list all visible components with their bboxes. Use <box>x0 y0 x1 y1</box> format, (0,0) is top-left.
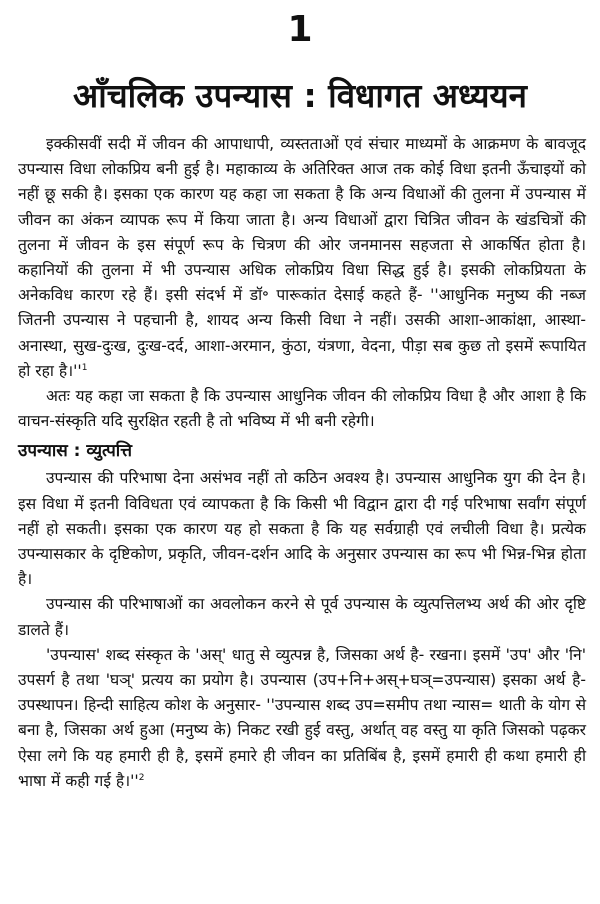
footnote-marker: 2 <box>138 772 145 783</box>
section-paragraph-1: उपन्यास की परिभाषा देना असंभव नहीं तो कठिन अवश्य है। उपन्यास आधुनिक युग की देन है। इस विधा में इतनी विविधता एवं व्यापकता है कि किसी भी विद्वान द्वारा दी गई परिभाषा सर्वांग संपूर्ण नहीं हो सकती। इसका एक कारण यह हो सकता है कि यह सर्वग्राही एवं लचीली विधा है। प्रत्येक उपन्यासकार के दृष्टिकोण, प्रकृति, जीवन-दर्शन आदि के अनुसार उपन्यास का रूप भी भिन्न-भिन्न होता है। <box>18 469 586 589</box>
paragraph-text: 'उपन्यास' शब्द संस्कृत के 'अस्' धातु से व्युत्पन्न है, जिसका अर्थ है- रखना। इसमें 'उप' और 'नि' उपसर्ग है तथा 'घञ्' प्रत्यय का प्रयोग है। उपन्यास (उप+नि+अस्+घञ्=उपन्यास) इसका अर्थ है- उपस्थापन। हिन्दी साहित्य कोश के अनुसार- ''उपन्यास शब्द उप=समीप तथा न्यास= थाती के योग से बना है, जिसका अर्थ हुआ (मनुष्य के) निकट रखी हुई वस्तु, अर्थात् वह वस्तु या कृति जिसको पढ़कर ऐसा लगे कि यह हमारी ही है, इसमें हमारे ही जीवन का प्रतिबिंब है, इसमें हमारी ही कथा हमारी ही भाषा में कही गई है।'' <box>18 645 586 790</box>
paragraph-text: इक्कीसवीं सदी में जीवन की आपाधापी, व्यस्तताओं एवं संचार माध्यमों के आक्रमण के बावजूद उपन्यास विधा लोकप्रिय बनी हुई है। महाकाव्य के अतिरिक्त आज तक कोई विधा इतनी ऊँचाइयों को नहीं छू सकी है। इसका एक कारण यह कहा जा सकता है कि अन्य विधाओं की तुलना में उपन्यास में जीवन का अंकन व्यापक रूप में किया जाता है। अन्य विधाओं द्वारा चित्रित जीवन के खंडचित्रों की तुलना में जीवन के इस संपूर्ण रूप के चित्रण की ओर जनमानस सहजता से आकर्षित होता है। कहानियों की तुलना में भी उपन्यास अधिक लोकप्रिय विधा सिद्ध हुई है। इसकी लोकप्रियता के अनेकविध कारण रहे हैं। इसी संदर्भ में डॉ॰ पारूकांत देसाई कहते हैं- ''आधुनिक मनुष्य की नब्ज जितनी उपन्यास ने पहचानी है, शायद अन्य किसी विधा ने नहीं। उसकी आशा-आकांक्षा, आस्था-अनास्था, सुख-दुःख, दुःख-दर्द, आशा-अरमान, कुंठा, यंत्रणा, वेदना, पीड़ा सब कुछ तो इसमें रूपायित हो रहा है।'' <box>18 135 586 380</box>
footnote-marker: 1 <box>81 362 88 373</box>
chapter-number: 1 <box>287 9 313 50</box>
page-body <box>18 132 586 794</box>
intro-paragraph-2: अतः यह कहा जा सकता है कि उपन्यास आधुनिक जीवन की लोकप्रिय विधा है और आशा है कि वाचन-संस्कृति यदि सुरक्षित रहती है तो भविष्य में भी बनी रहेगी। <box>18 387 586 431</box>
section-paragraph-3 <box>18 643 586 794</box>
section-paragraph-2: उपन्यास की परिभाषाओं का अवलोकन करने से पूर्व उपन्यास के व्युत्पत्तिलभ्य अर्थ की ओर दृष्टि डालते हैं। <box>18 595 586 639</box>
section-heading: उपन्यास : व्युत्पत्ति <box>18 441 132 462</box>
chapter-title: आँचलिक उपन्यास : विधागत अध्ययन <box>73 76 527 115</box>
intro-paragraph-1 <box>18 132 586 384</box>
